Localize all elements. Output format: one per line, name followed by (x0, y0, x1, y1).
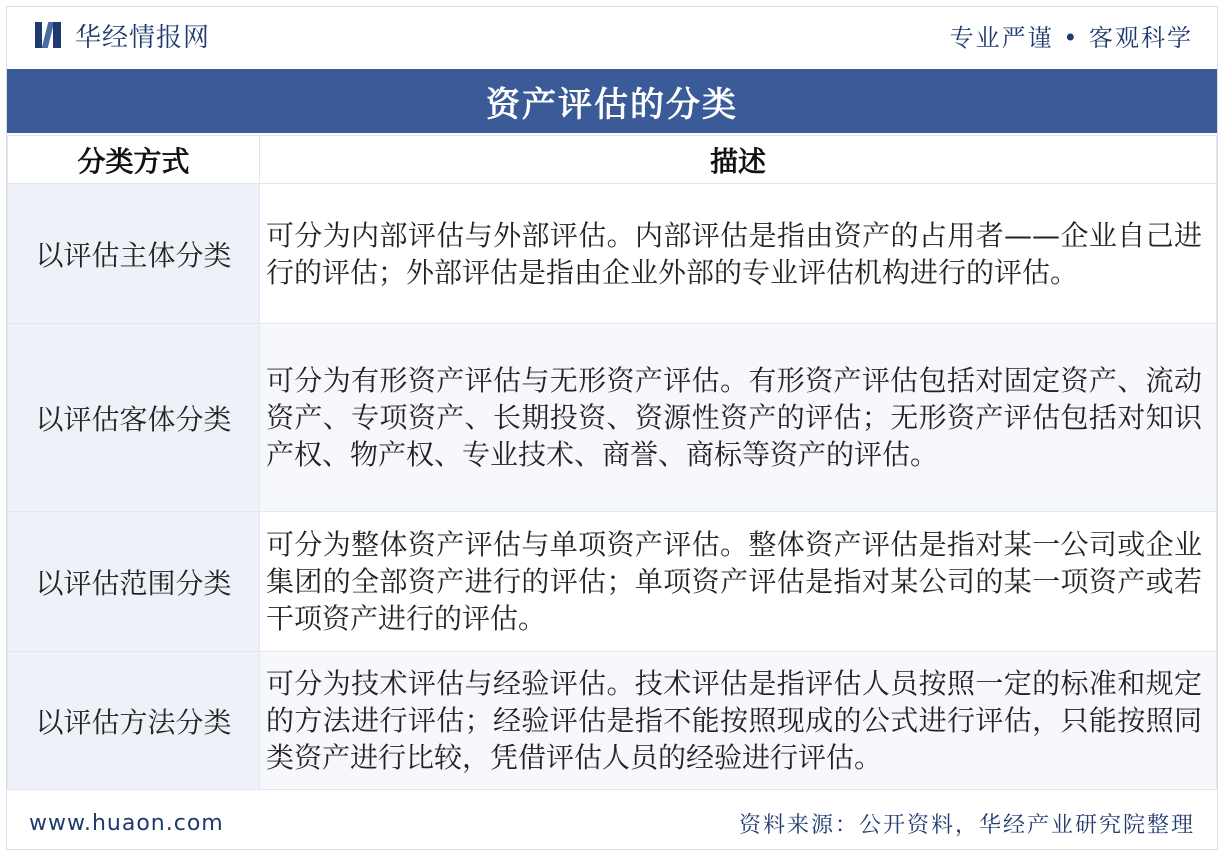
category-cell: 以评估客体分类 (8, 324, 260, 512)
description-cell: 可分为内部评估与外部评估。内部评估是指由资产的占用者——企业自己进行的评估；外部评估是指由企业外部的专业评估机构进行的评估。 (260, 184, 1217, 324)
source-note: 资料来源：公开资料，华经产业研究院整理 (738, 812, 1195, 838)
header-category: 分类方式 (8, 136, 260, 184)
slogan: 专业严谨 • 客观科学 (949, 23, 1193, 52)
page-frame (6, 6, 1218, 850)
category-cell: 以评估方法分类 (8, 652, 260, 790)
header-description: 描述 (260, 136, 1217, 184)
table-row (8, 324, 1217, 512)
brand-name: 华经情报网 (75, 22, 211, 53)
category-cell: 以评估范围分类 (8, 512, 260, 652)
description-cell: 可分为有形资产评估与无形资产评估。有形资产评估包括对固定资产、流动资产、专项资产、长期投资、资源性资产的评估；无形资产评估包括对知识产权、物产权、专业技术、商誉、商标等资产的评估。 (260, 324, 1217, 512)
description-cell: 可分为整体资产评估与单项资产评估。整体资产评估是指对某一公司或企业集团的全部资产进行的评估；单项资产评估是指对某公司的某一项资产或若干项资产进行的评估。 (260, 512, 1217, 652)
table-row (8, 512, 1217, 652)
footer (7, 797, 1217, 849)
top-bar (7, 7, 1217, 63)
classification-table (7, 135, 1217, 790)
site-url: www.huaon.com (29, 810, 224, 836)
table-row (8, 652, 1217, 790)
description-cell: 可分为技术评估与经验评估。技术评估是指评估人员按照一定的标准和规定的方法进行评估；经验评估是指不能按照现成的公式进行评估，只能按照同类资产进行比较，凭借评估人员的经验进行评估。 (260, 652, 1217, 790)
table-header-row (8, 136, 1217, 184)
page-title: 资产评估的分类 (7, 69, 1217, 133)
huajing-logo-icon (35, 22, 63, 48)
brand (35, 17, 210, 54)
table-row (8, 184, 1217, 324)
category-cell: 以评估主体分类 (8, 184, 260, 324)
